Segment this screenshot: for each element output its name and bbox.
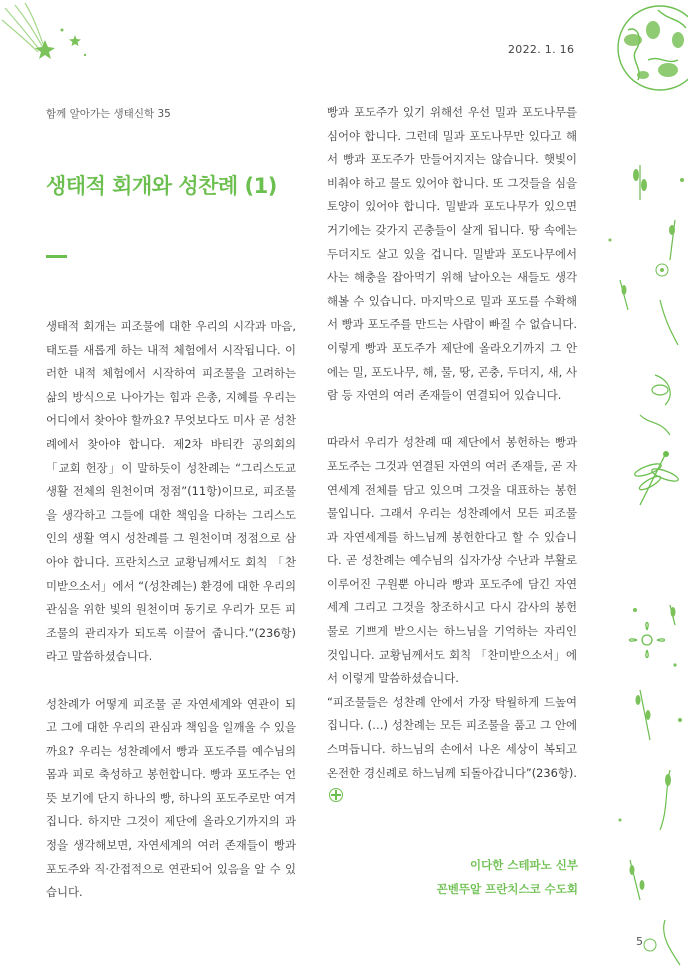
- issue-date: 2022. 1. 16: [508, 43, 575, 56]
- paragraph: 생태적 회개는 피조물에 대한 우리의 시각과 마음, 태도를 새롭게 하는 내적 체험에서 시작됩니다. 이러한 내적 체험에서 시작하여 피조물을 고려하는 삶의 방식으로 나아가는 힘과 은총, 지혜를 우리는 어디에서 찾아야 할까요? 무엇보다도 미사 곧 성찬례에서 찾아야 합니다. 제2차 바티칸 공의회의 「교회 헌장」이 말하듯이 성찬례는 “그리스도교 생활 전체의 원천이며 정점”(11항)이므로, 피조물을 생각하고 그들에 대한 책임을 다하는 그리스도인의 생활 역시 성찬례를 그 원천이며 정점으로 삼아야 합니다. 프란치스코 교황님께서도 회칙 「찬미받으소서」에서 “(성찬례는) 환경에 대한 우리의 관심을 위한 빛의 원천이며 동기로 우리가 모든 피조물의 관리자가 되도록 이끌어 줍니다.”(236항)라고 말씀하셨습니다.: [46, 319, 296, 664]
- cross-circle-icon: [329, 788, 343, 802]
- page-number: 5: [636, 935, 643, 948]
- quote-text: “피조물들은 성찬례 안에서 가장 탁월하게 드높여집니다. (…) 성찬례는 모든 피조물을 품고 그 안에 스며듭니다. 하느님의 손에서 나온 세상이 복되고 온전한 경신례로 하느님께 되돌아갑니다”(236항).: [327, 694, 577, 780]
- shooting-star-icon: [0, 0, 95, 70]
- leaf-sprig-icon: [600, 160, 688, 360]
- article-title: 생태적 회개와 성찬례 (1): [46, 174, 277, 198]
- author-name: 이다한 스테파노 신부: [470, 858, 578, 872]
- paragraph: 성찬례가 어떻게 피조물 곧 자연세계와 연관이 되고 그에 대한 우리의 관심과 책임을 일깨울 수 있을까요? 우리는 성찬례에서 빵과 포도주를 예수님의 몸과 피로 축성하고 봉헌합니다. 빵과 포도주는 언뜻 보기에 단지 하나의 빵, 하나의 포도주로만 여겨집니다. 하지만 그것이 제단에 올라오기까지의 과정을 생각해보면, 자연세계의 여러 존재들이 빵과 포도주와 직·간접적으로 연관되어 있음을 알 수 있습니다.: [46, 696, 296, 900]
- quote-paragraph: [327, 691, 577, 809]
- globe-plant-icon: [598, 0, 688, 105]
- dragonfly-icon: [620, 445, 685, 515]
- right-column: [327, 101, 577, 809]
- flower-icon: [625, 600, 685, 680]
- fern-icon: [610, 680, 688, 970]
- author-affiliation: 꼰벤뚜알 프란치스코 수도회: [436, 882, 578, 896]
- butterfly-icon: [630, 365, 685, 445]
- paragraph: 빵과 포도주가 있기 위해선 우선 밀과 포도나무를 심어야 합니다. 그런데 밀과 포도나무만 있다고 해서 빵과 포도주가 만들어지지는 않습니다. 햇빛이 비춰야 하고 물도 있어야 합니다. 또 그것들을 심을 토양이 있어야 합니다. 밀밭과 포도나무가 있으면 거기에는 갖가지 곤충들이 살게 됩니다. 땅 속에는 두더지도 살고 있을 겁니다. 밀밭과 포도나무에서 사는 해충을 잡아먹기 위해 날아오는 새들도 생각해볼 수 있습니다. 마지막으로 밀과 포도를 수확해서 빵과 포도주를 만드는 사람이 빠질 수 없습니다. 이렇게 빵과 포도주가 제단에 올라오기까지 그 안에는 밀, 포도나무, 해, 물, 땅, 곤충, 두더지, 새, 사람 등 자연의 여러 존재들이 연결되어 있습니다.: [327, 105, 577, 403]
- left-column: [46, 315, 296, 905]
- series-label: 함께 알아가는 생태신학 35: [46, 108, 171, 120]
- title-divider: [46, 255, 67, 258]
- paragraph: 따라서 우리가 성찬례 때 제단에서 봉헌하는 빵과 포도주는 그것과 연결된 자연의 여러 존재들, 곧 자연세계 전체를 담고 있으며 그것을 대표하는 봉헌물입니다. 그래서 우리는 성찬례에서 모든 피조물과 자연세계를 하느님께 봉헌한다고 할 수 있습니다. 곧 성찬례는 예수님의 십자가상 수난과 부활로 이루어진 구원뿐 아니라 빵과 포도주에 담긴 자연세계 그리고 그것을 창조하시고 다시 감사의 봉헌물로 기쁘게 받으시는 하느님을 기억하는 자리인 것입니다. 교황님께서도 회칙 「찬미받으소서」에서 이렇게 말씀하셨습니다.: [327, 435, 577, 686]
